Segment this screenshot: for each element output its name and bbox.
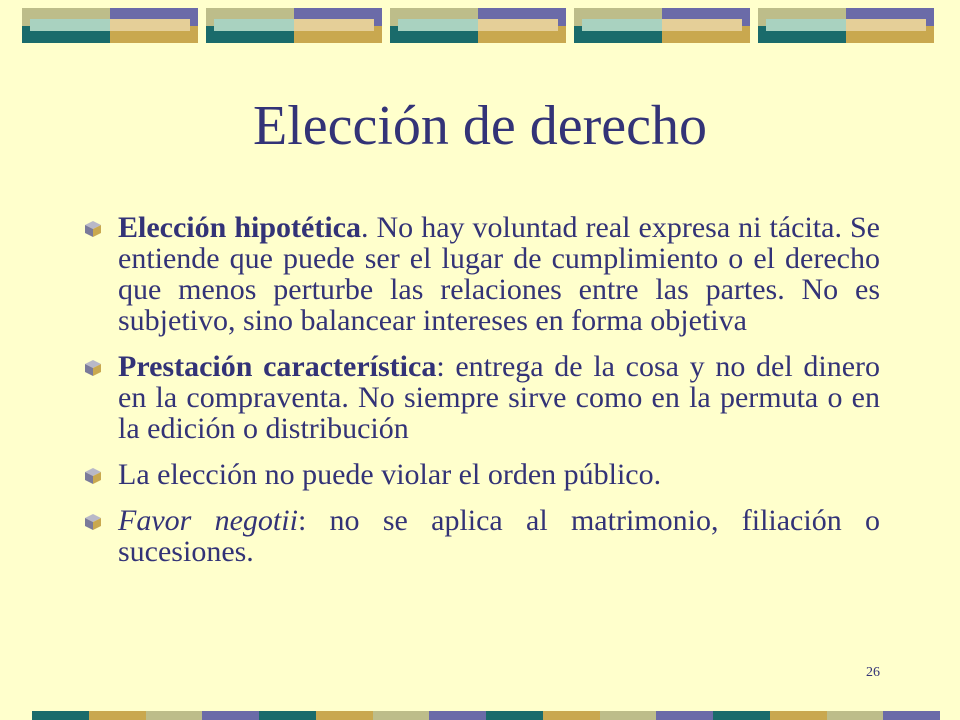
band-segment [883,711,940,720]
top-decorative-band [22,8,940,43]
band-segment [827,711,884,720]
band-segment [316,711,373,720]
decorative-tile [758,8,934,43]
bottom-decorative-band [32,711,940,720]
bullet-icon [84,467,102,485]
band-segment [32,711,89,720]
bullet-list [84,212,880,582]
bullet-icon [84,513,102,531]
decorative-tile [22,8,198,43]
band-segment [259,711,316,720]
band-segment [770,711,827,720]
bullet-item [84,459,880,490]
page-number: 26 [866,665,880,680]
bullet-item [84,212,880,336]
bullet-text: . No hay voluntad real expresa ni tácita. Se entiende que puede ser el lugar de cumplimiento o el derecho que menos perturbe las relaciones entre las partes. No es subjetivo, sino balancear intereses en forma objetiva [118,211,880,337]
band-segment [600,711,657,720]
band-segment [373,711,430,720]
slide-title: Elección de derecho [253,95,707,157]
band-segment [486,711,543,720]
bullet-item [84,505,880,567]
bullet-item [84,351,880,444]
band-segment [656,711,713,720]
bullet-text: La elección no puede violar el orden público. [118,458,662,491]
bullet-icon [84,220,102,238]
band-segment [429,711,486,720]
bullet-text: : entrega de la cosa y no del dinero en la compraventa. No siempre sirve como en la permuta o en la edición o distribución [118,350,880,445]
band-segment [543,711,600,720]
bullet-icon [84,359,102,377]
decorative-tile [390,8,566,43]
bullet-bold-text: Prestación característica [118,350,437,383]
band-segment [202,711,259,720]
bullet-text: : no se aplica al matrimonio, filiación o sucesiones. [118,504,880,568]
bullet-italic-text: Favor negotii [118,504,298,537]
band-segment [146,711,203,720]
bullet-bold-text: Elección hipotética [118,211,361,244]
decorative-tile [574,8,750,43]
band-segment [713,711,770,720]
band-segment [89,711,146,720]
decorative-tile [206,8,382,43]
